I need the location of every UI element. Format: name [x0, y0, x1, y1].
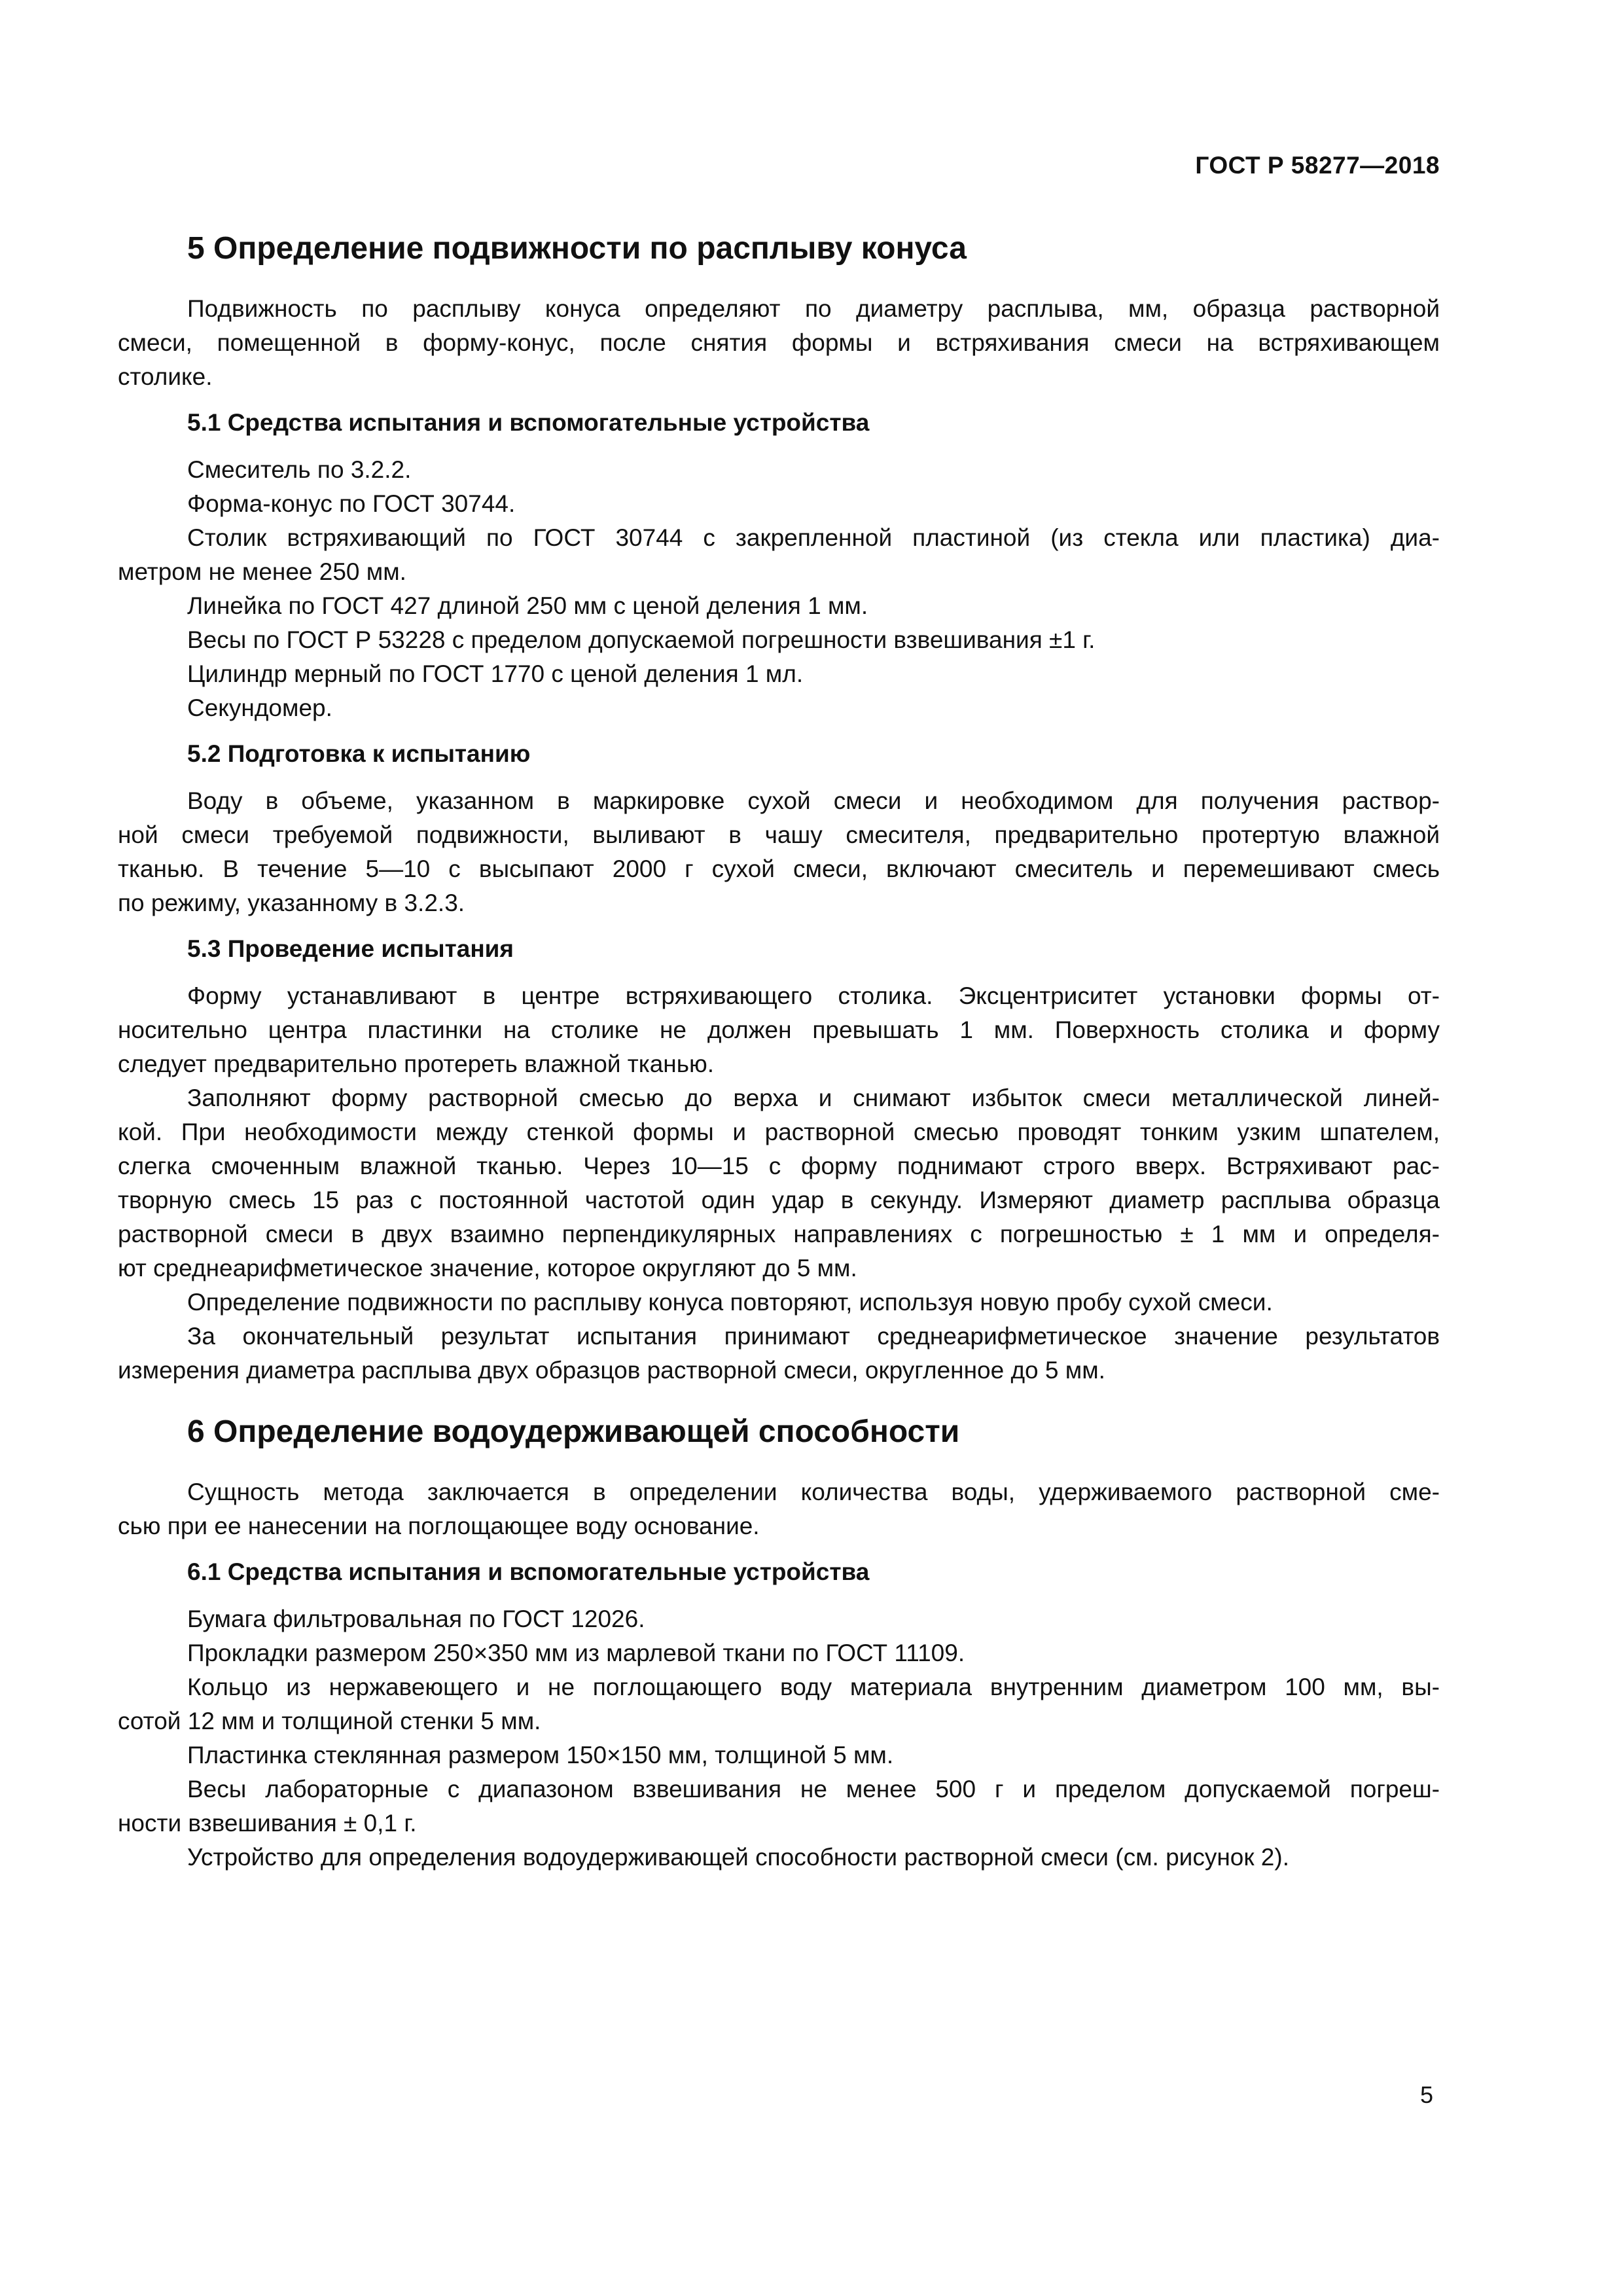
- text-line: Форму устанавливают в центре встряхивающего столика. Эксцентриситет установки формы от-: [187, 982, 1440, 1009]
- text-line: Весы лабораторные с диапазоном взвешивания не менее 500 г и пределом допускаемой погреш-: [187, 1776, 1440, 1803]
- subsection-5-1-title: 5.1 Средства испытания и вспомогательные устройства: [187, 409, 870, 436]
- text-line: по режиму, указанному в 3.2.3.: [118, 889, 465, 916]
- text-line: Заполняют форму растворной смесью до верха и снимают избыток смеси металлической линей-: [187, 1085, 1440, 1111]
- text-line: носительно центра пластинки на столике не должен превышать 1 мм. Поверхность столика и форму: [118, 1016, 1440, 1043]
- text-line: Кольцо из нержавеющего и не поглощающего воду материала внутренним диаметром 100 мм, вы-: [187, 1674, 1440, 1700]
- text-line: ной смеси требуемой подвижности, выливают в чашу смесителя, предварительно протертую влажной: [118, 821, 1440, 848]
- text-line: ности взвешивания ± 0,1 г.: [118, 1810, 417, 1837]
- text-line: Смеситель по 3.2.2.: [187, 456, 412, 483]
- text-line: слегка смоченным влажной тканью. Через 10—15 с форму поднимают строго вверх. Встряхивают рас-: [118, 1153, 1440, 1179]
- text-line: Определение подвижности по расплыву конуса повторяют, используя новую пробу сухой смеси.: [187, 1289, 1273, 1316]
- subsection-6-1-body: [118, 1602, 1440, 1874]
- text-line: сью при ее нанесении на поглощающее воду основание.: [118, 1513, 760, 1539]
- text-line: смеси, помещенной в форму-конус, после снятия формы и встряхивания смеси на встряхивающем: [118, 329, 1440, 356]
- text-line: Бумага фильтровальная по ГОСТ 12026.: [187, 1605, 645, 1632]
- text-line: Сущность метода заключается в определении количества воды, удерживаемого растворной сме-: [187, 1479, 1440, 1505]
- text-line: измерения диаметра расплыва двух образцов растворной смеси, округленное до 5 мм.: [118, 1357, 1105, 1384]
- text-line: следует предварительно протереть влажной тканью.: [118, 1050, 715, 1077]
- page-number: 5: [1419, 2081, 1433, 2108]
- text-line: Весы по ГОСТ Р 53228 с пределом допускаемой погрешности взвешивания ±1 г.: [187, 626, 1096, 653]
- subsection-5-3-body: [118, 979, 1440, 1388]
- text-line: Секундомер.: [187, 694, 332, 721]
- text-line: Устройство для определения водоудерживающей способности растворной смеси (см. рисунок 2).: [187, 1844, 1289, 1871]
- subsection-5-1-body: [118, 453, 1440, 725]
- section-5-intro: [118, 292, 1440, 394]
- text-line: За окончательный результат испытания принимают среднеарифметическое значение результатов: [187, 1323, 1440, 1350]
- text-line: Пластинка стеклянная размером 150×150 мм, толщиной 5 мм.: [187, 1742, 894, 1768]
- page-content: [118, 216, 1440, 1878]
- text-line: сотой 12 мм и толщиной стенки 5 мм.: [118, 1708, 541, 1734]
- text-line: Форма-конус по ГОСТ 30744.: [187, 490, 516, 517]
- text-line: Линейка по ГОСТ 427 длиной 250 мм с ценой деления 1 мм.: [187, 592, 868, 619]
- text-line: Подвижность по расплыву конуса определяют по диаметру расплыва, мм, образца растворной: [187, 295, 1440, 322]
- text-line: Прокладки размером 250×350 мм из марлевой ткани по ГОСТ 11109.: [187, 1640, 965, 1666]
- text-line: творную смесь 15 раз с постоянной частотой один удар в секунду. Измеряют диаметр расплыва образца: [118, 1187, 1440, 1213]
- section-6-title: 6 Определение водоудерживающей способности: [187, 1414, 960, 1449]
- section-5-title: 5 Определение подвижности по расплыву конуса: [187, 231, 967, 266]
- text-line: Воду в объеме, указанном в маркировке сухой смеси и необходимом для получения раствор-: [187, 787, 1440, 814]
- text-line: ют среднеарифметическое значение, которое округляют до 5 мм.: [118, 1255, 857, 1282]
- subsection-6-1-title: 6.1 Средства испытания и вспомогательные устройства: [187, 1558, 870, 1585]
- text-line: кой. При необходимости между стенкой формы и растворной смесью проводят тонким узким шпателем,: [118, 1119, 1440, 1145]
- subsection-5-3-title: 5.3 Проведение испытания: [187, 935, 514, 962]
- text-line: тканью. В течение 5—10 с высыпают 2000 г сухой смеси, включают смеситель и перемешивают смесь: [118, 855, 1440, 882]
- document-id: ГОСТ Р 58277—2018: [1195, 152, 1440, 179]
- text-line: столике.: [118, 363, 213, 390]
- text-line: метром не менее 250 мм.: [118, 558, 406, 585]
- text-line: Столик встряхивающий по ГОСТ 30744 с закрепленной пластиной (из стекла или пластика) диа-: [187, 524, 1440, 551]
- section-6-intro: [118, 1475, 1440, 1543]
- subsection-5-2-title: 5.2 Подготовка к испытанию: [187, 740, 531, 767]
- text-line: растворной смеси в двух взаимно перпендикулярных направлениях с погрешностью ± 1 мм и определя-: [118, 1221, 1440, 1247]
- subsection-5-2-body: [118, 784, 1440, 920]
- text-line: Цилиндр мерный по ГОСТ 1770 с ценой деления 1 мл.: [187, 660, 804, 687]
